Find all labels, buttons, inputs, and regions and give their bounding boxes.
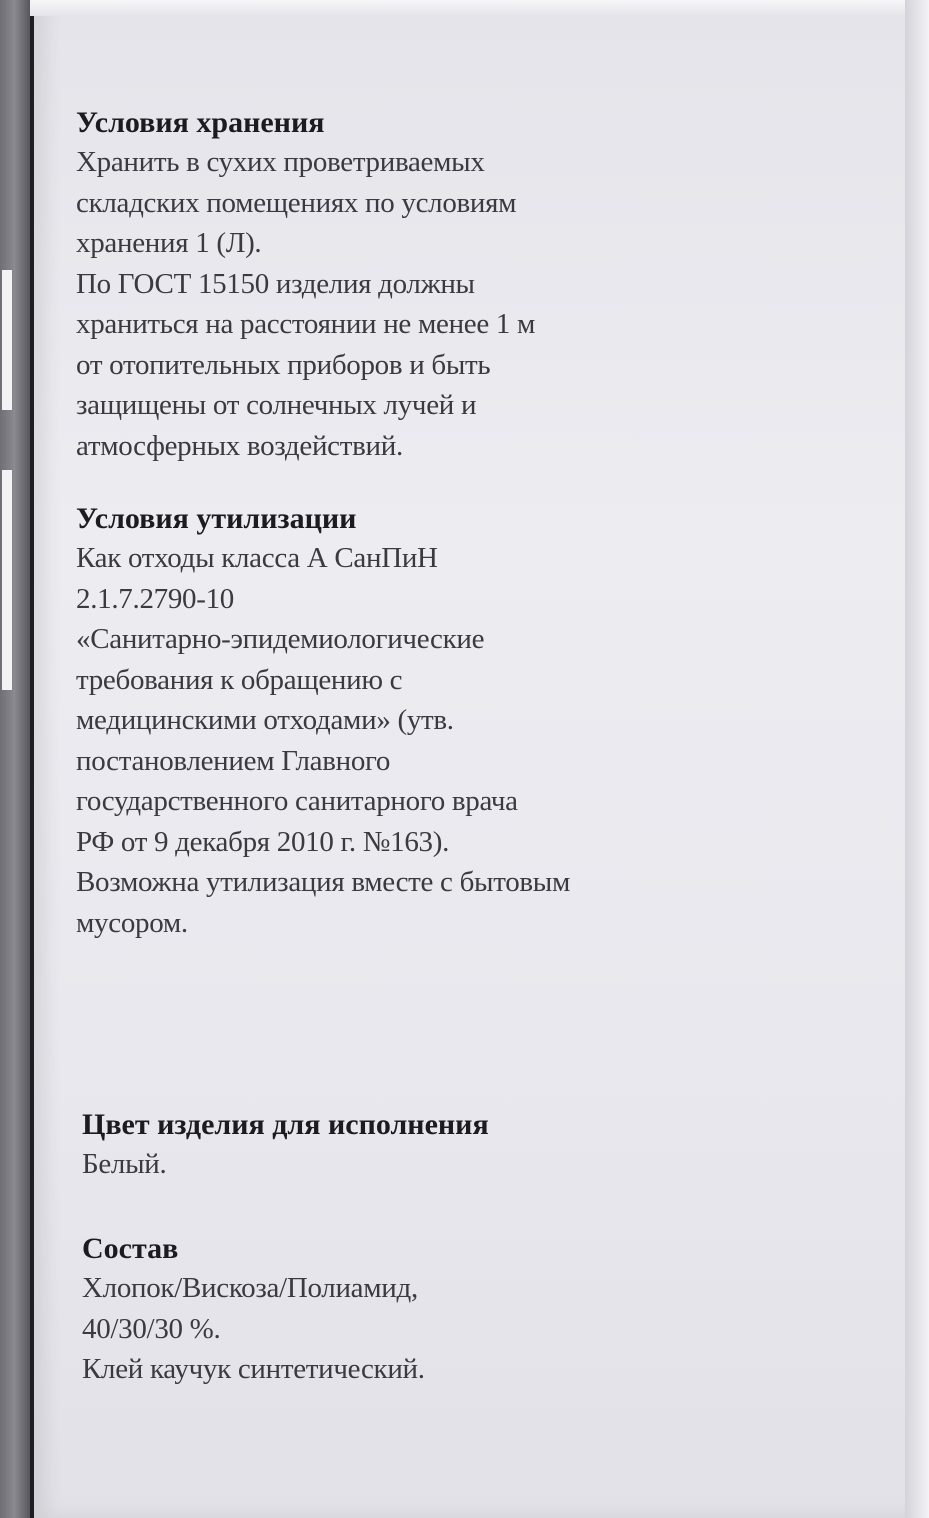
side-label-stripe	[2, 270, 12, 410]
composition-text: Хлопок/Вискоза/Полиамид, 40/30/30 %. Клей каучук синтетический.	[82, 1272, 425, 1385]
box-top-edge	[30, 0, 905, 16]
disposal-text: Как отходы класса А СанПиН 2.1.7.2790-10 «Санитарно-эпидемиологические требования к обращению с медицинскими отходами» (утв. постановлением Главного государственного санитарного врача РФ от 9 декабря 2010 г. №163). Возможна утилизация вместе с бытовым мусором.	[76, 542, 571, 939]
color-section	[82, 1106, 782, 1185]
color-text: Белый.	[82, 1148, 167, 1180]
composition-title: Состав	[82, 1232, 179, 1265]
side-label-stripe	[2, 470, 12, 690]
disposal-title: Условия утилизации	[76, 502, 357, 535]
storage-title: Условия хранения	[76, 106, 325, 139]
color-title: Цвет изделия для исполнения	[82, 1108, 489, 1141]
composition-section	[82, 1230, 782, 1390]
storage-text: Хранить в сухих проветриваемых складских помещениях по условиям хранения 1 (Л). По ГОСТ 15150 изделия должны храниться на расстоянии не менее 1 м от отопительных приборов и быть защищены от солнечных лучей и атмосферных воздействий.	[76, 146, 536, 462]
box-right-edge	[905, 0, 929, 1518]
storage-section	[76, 104, 776, 466]
disposal-section	[76, 500, 776, 943]
